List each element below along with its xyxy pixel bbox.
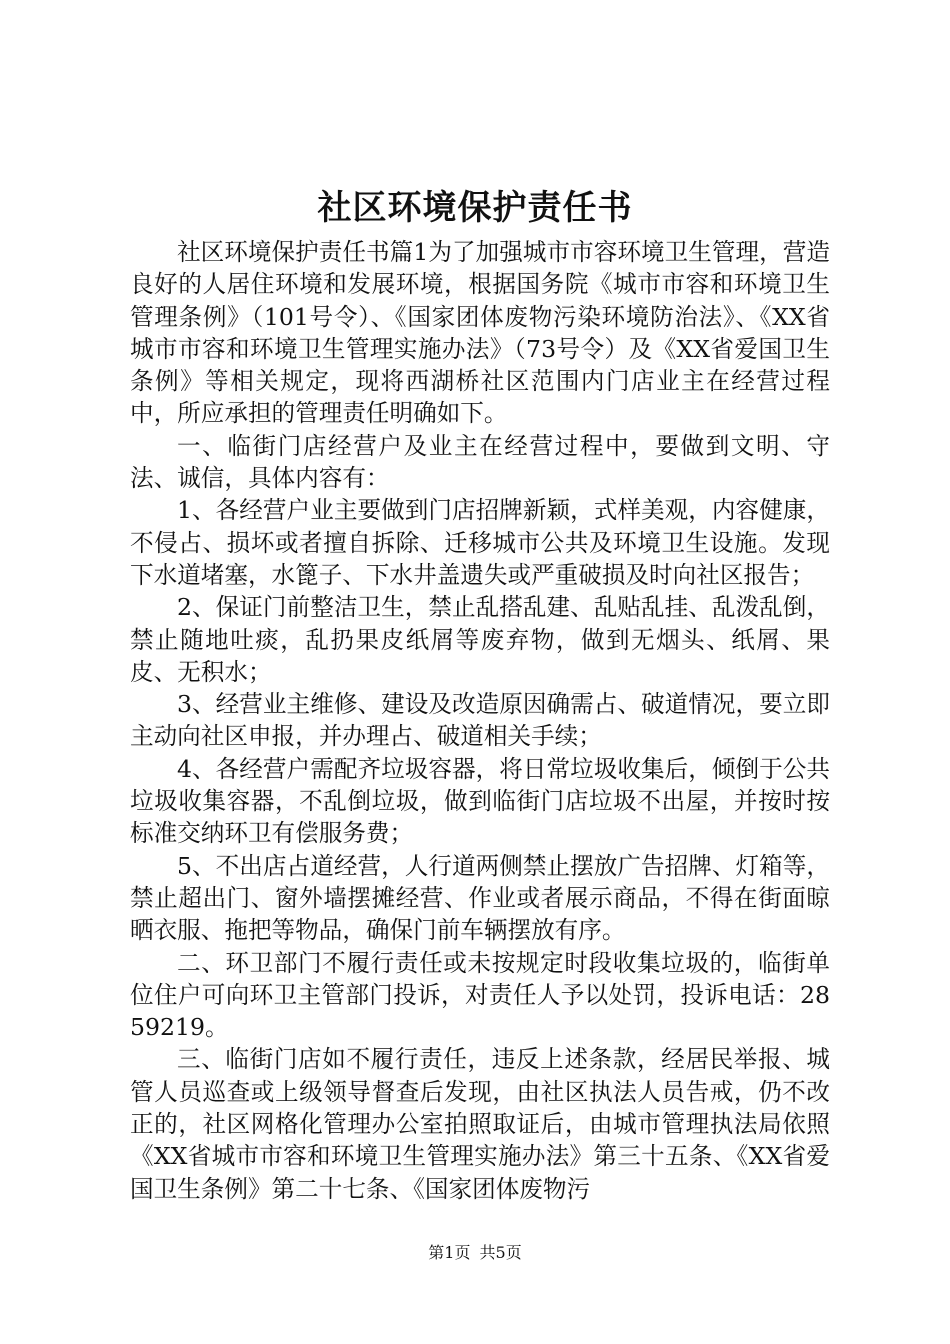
page-total: 共5页: [479, 1243, 522, 1262]
paragraph-section-2: 二、环卫部门不履行责任或未按规定时段收集垃圾的，临街单位住户可向环卫主管部门投诉，对责任人予以处罚，投诉电话：2859219。: [130, 948, 830, 1042]
paragraph-item-5: 5、不出店占道经营，人行道两侧禁止摆放广告招牌、灯箱等，禁止超出门、窗外墙摆摊经营、作业或者展示商品，不得在街面晾晒衣服、拖把等物品，确保门前车辆摆放有序。: [130, 851, 830, 945]
paragraph-item-1: 1、各经营户业主要做到门店招牌新颖，式样美观，内容健康，不侵占、损坏或者擅自拆除、迁移城市公共及环境卫生设施。发现下水道堵塞，水篦子、下水井盖遗失或严重破损及时向社区报告；: [130, 496, 830, 589]
paragraph-item-2: 2、保证门前整洁卫生，禁止乱搭乱建、乱贴乱挂、乱泼乱倒，禁止随地吐痰，乱扔果皮纸屑等废弃物，做到无烟头、纸屑、果皮、无积水；: [130, 593, 830, 686]
paragraph-section-3: 三、临街门店如不履行责任，违反上述条款，经居民举报、城管人员巡查或上级领导督查后发现，由社区执法人员告戒，仍不改正的，社区网格化管理办公室拍照取证后，由城市管理执法局依照《XX省城市市容和环境卫生管理实施办法》第三十五条、《XX省爱国卫生条例》第二十七条、《国家团体废物污: [130, 1045, 830, 1203]
document-body: [130, 236, 830, 1205]
page-footer: [0, 1241, 950, 1265]
paragraph-item-3: 3、经营业主维修、建设及改造原因确需占、破道情况，要立即主动向社区申报，并办理占、破道相关手续；: [130, 690, 830, 751]
paragraph-section-1: 一、临街门店经营户及业主在经营过程中，要做到文明、守法、诚信，具体内容有：: [130, 431, 830, 493]
document-title: 社区环境保护责任书: [317, 188, 633, 228]
paragraph-intro: 社区环境保护责任书篇1为了加强城市市容环境卫生管理，营造良好的人居住环境和发展环境，根据国务院《城市市容和环境卫生管理条例》（101号令）、《国家团体废物污染环境防治法》、《XX省城市市容和环境卫生管理实施办法》（73号令）及《XX省爱国卫生条例》等相关规定，现将西湖桥社区范围内门店业主在经营过程中，所应承担的管理责任明确如下。: [130, 238, 830, 428]
page-number: 第1页: [428, 1243, 471, 1262]
paragraph-item-4: 4、各经营户需配齐垃圾容器，将日常垃圾收集后，倾倒于公共垃圾收集容器，不乱倒垃圾，做到临街门店垃圾不出屋，并按时按标准交纳环卫有偿服务费；: [130, 754, 830, 848]
